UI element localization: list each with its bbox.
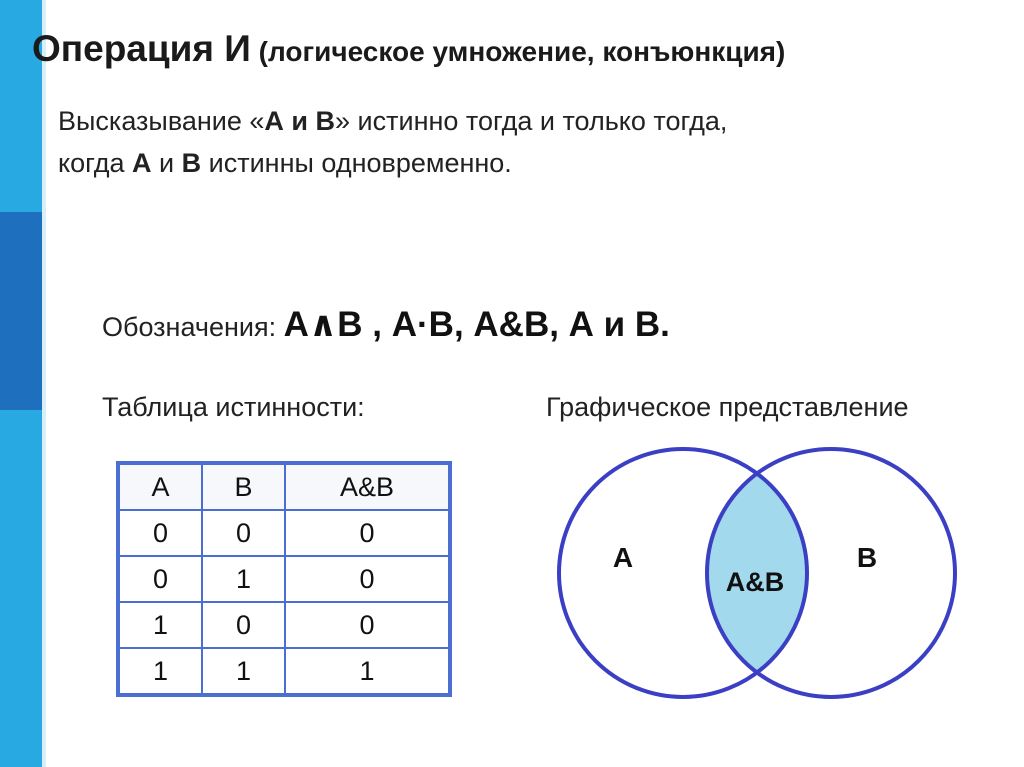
slide-title-main: Операция И [32,28,251,69]
table-cell: 1 [118,648,202,695]
definition-text: когда [58,148,133,178]
table-cell: 0 [202,510,285,556]
venn-diagram [555,440,965,705]
definition-line-1 [58,100,727,142]
venn-caption: Графическое представление [546,392,909,422]
venn-label-intersection: А&В [725,567,785,597]
truth-table-header-b: В [202,463,285,510]
truth-table-caption: Таблица истинности: [102,392,365,422]
truth-table-header-row [118,463,450,510]
table-row [118,602,450,648]
table-row [118,648,450,695]
venn-label-b: В [856,542,878,573]
table-cell: 0 [285,602,450,648]
left-accent-bar-dark-segment [0,212,42,410]
table-cell: 0 [118,510,202,556]
definition-text: истинны одновременно. [201,148,512,178]
table-cell: 0 [285,510,450,556]
table-cell: 0 [202,602,285,648]
table-cell: 1 [285,648,450,695]
table-cell: 0 [118,556,202,602]
definition-text: и [151,148,182,178]
table-row [118,556,450,602]
definition-text: » истинно тогда и только тогда, [335,106,728,136]
definition-line-2 [58,142,727,184]
venn-label-a: А [612,542,634,573]
table-cell: 1 [202,556,285,602]
variable-b: В [181,148,202,178]
left-accent-bar-edge [42,0,46,767]
truth-table-header-result: А&В [285,463,450,510]
table-row [118,510,450,556]
truth-table-header-a: А [118,463,202,510]
table-cell: 0 [285,556,450,602]
variable-a: А [132,148,152,178]
notation-value: А∧В , А·В, А&В, А и В. [283,305,670,344]
slide-title [32,28,785,70]
truth-table [116,461,452,697]
definition-statement [58,100,727,184]
table-cell: 1 [202,648,285,695]
definition-expression: А и В [264,106,336,136]
table-cell: 1 [118,602,202,648]
definition-text: Высказывание « [58,106,265,136]
notation-line [102,305,670,345]
notation-label: Обозначения: [102,312,284,342]
slide-title-subtitle: (логическое умножение, конъюнкция) [250,36,786,67]
